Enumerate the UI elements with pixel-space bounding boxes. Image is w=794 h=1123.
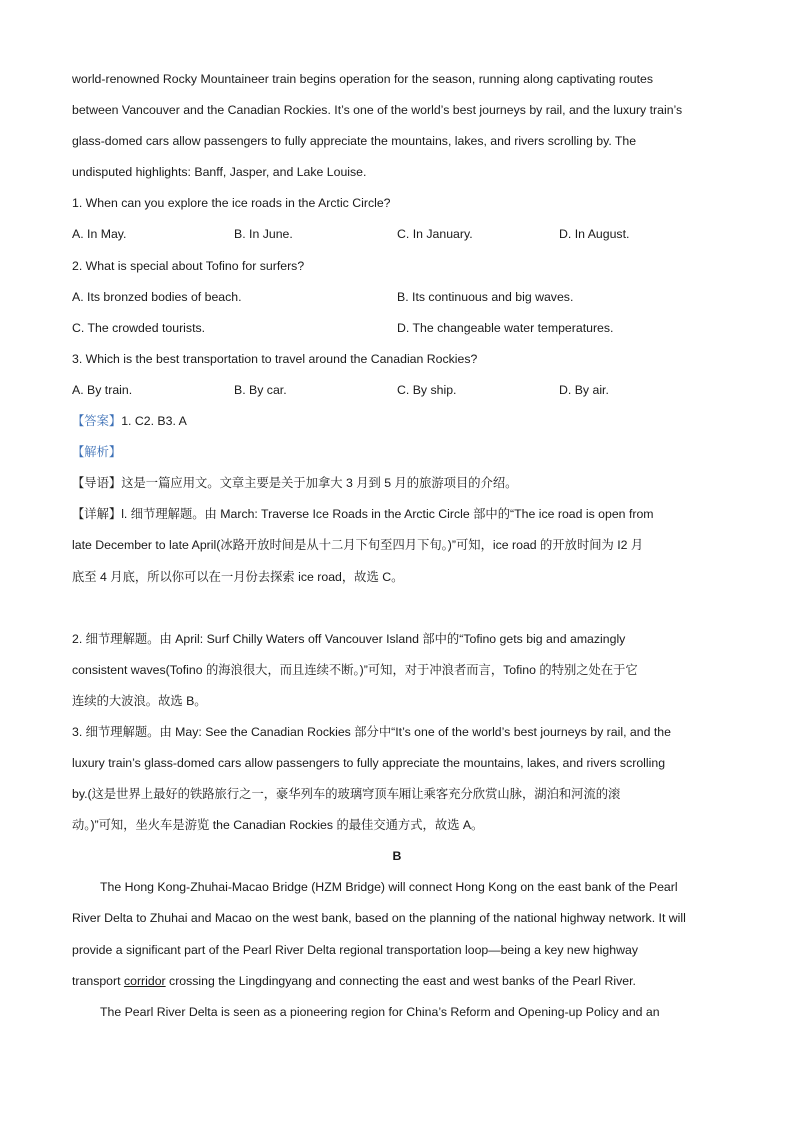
question-2 bbox=[72, 251, 722, 344]
paragraph-line bbox=[72, 966, 722, 997]
option-b: B. In June. bbox=[234, 227, 293, 242]
option-a: A. In May. bbox=[72, 227, 127, 242]
section-b-paragraph-2 bbox=[72, 997, 722, 1028]
analysis-label: 【解析】 bbox=[72, 445, 122, 460]
detail-line: 2. 细节理解题。由 April: Surf Chilly Waters off Vancouver Island 部中的“Tofino gets big and amazingly bbox=[72, 631, 626, 646]
option-a: A. By train. bbox=[72, 382, 133, 397]
section-b-paragraph-1 bbox=[72, 872, 722, 996]
question-options bbox=[72, 282, 722, 313]
detail-line: 3. 细节理解题。由 May: See the Canadian Rockies 部分中“It’s one of the world’s best journeys by rail, and the bbox=[72, 724, 671, 739]
paragraph-line: provide a significant part of the Pearl River Delta regional transportation loop—being a key new highway bbox=[72, 942, 638, 957]
detail-line: 底至 4 月底，所以你可以在一月份去探索 ice road，故选 C。 bbox=[72, 569, 404, 584]
blank-spacer bbox=[72, 593, 722, 624]
passage-line: glass-domed cars allow passengers to fully appreciate the mountains, lakes, and rivers scrolling by. The bbox=[72, 134, 637, 149]
question-stem: 2. What is special about Tofino for surfers? bbox=[72, 258, 305, 273]
question-options bbox=[72, 375, 722, 406]
option-d: D. By air. bbox=[559, 382, 609, 397]
option-b: B. By car. bbox=[234, 382, 287, 397]
guide-line bbox=[72, 468, 722, 499]
section-b-heading: B bbox=[392, 849, 402, 864]
detail-1 bbox=[72, 499, 722, 592]
option-a: A. Its bronzed bodies of beach. bbox=[72, 289, 242, 304]
passage-a-tail bbox=[72, 64, 722, 188]
question-options bbox=[72, 313, 722, 344]
paragraph-line: The Hong Kong-Zhuhai-Macao Bridge (HZM Bridge) will connect Hong Kong on the east bank of the Pearl bbox=[100, 880, 678, 895]
detail-line: luxury train’s glass-domed cars allow passengers to fully appreciate the mountains, lakes, and rivers scrolling bbox=[72, 755, 666, 770]
detail-label: 【详解】 bbox=[72, 507, 122, 522]
document-page bbox=[72, 64, 722, 1028]
option-c: C. The crowded tourists. bbox=[72, 320, 206, 335]
text-run: crossing the Lingdingyang and connecting the east and west banks of the Pearl River. bbox=[165, 973, 636, 988]
answer-label: 【答案】 bbox=[72, 414, 122, 429]
detail-line: late December to late April(冰路开放时间是从十二月下旬至四月下旬。)”可知，ice road 的开放时间为 I2 月 bbox=[72, 538, 644, 553]
option-c: C. By ship. bbox=[397, 382, 457, 397]
passage-line: world-renowned Rocky Mountaineer train begins operation for the season, running along captivating routes bbox=[72, 72, 654, 86]
answer-text: 1. C2. B3. A bbox=[121, 414, 187, 429]
question-3 bbox=[72, 344, 722, 406]
detail-line bbox=[72, 499, 722, 530]
option-d: D. In August. bbox=[559, 227, 630, 242]
detail-line: 连续的大波浪。故选 B。 bbox=[72, 693, 207, 708]
passage-line: between Vancouver and the Canadian Rockies. It’s one of the world’s best journeys by rail, and the luxury train’s bbox=[72, 103, 683, 118]
question-stem: 1. When can you explore the ice roads in the Arctic Circle? bbox=[72, 196, 391, 211]
question-1 bbox=[72, 188, 722, 250]
guide-label: 【导语】 bbox=[72, 476, 122, 491]
detail-2 bbox=[72, 624, 722, 717]
detail-line: 动。)”可知，坐火车是游览 the Canadian Rockies 的最佳交通方式，故选 A。 bbox=[72, 818, 484, 833]
detail-3 bbox=[72, 717, 722, 841]
option-d: D. The changeable water temperatures. bbox=[397, 320, 614, 335]
detail-line: consistent waves(Tofino 的海浪很大，而且连续不断。)”可知，对于冲浪者而言，Tofino 的特别之处在于它 bbox=[72, 662, 638, 677]
guide-text: 这是一篇应用文。文章主要是关于加拿大 3 月到 5 月的旅游项目的介绍。 bbox=[121, 476, 518, 491]
answer-line bbox=[72, 406, 722, 437]
detail-line: by.(这是世界上最好的铁路旅行之一，豪华列车的玻璃穹顶车厢让乘客充分欣赏山脉，湖泊和河流的滚 bbox=[72, 787, 621, 802]
option-b: B. Its continuous and big waves. bbox=[397, 289, 574, 304]
question-stem: 3. Which is the best transportation to travel around the Canadian Rockies? bbox=[72, 351, 478, 366]
paragraph-line: River Delta to Zhuhai and Macao on the west bank, based on the planning of the national highway network. It will bbox=[72, 911, 686, 926]
underlined-word: corridor bbox=[123, 973, 166, 988]
option-c: C. In January. bbox=[397, 227, 473, 242]
text-run: transport bbox=[72, 973, 124, 988]
detail-text: l. 细节理解题。由 March: Traverse Ice Roads in the Arctic Circle 部中的“The ice road is open from bbox=[121, 507, 654, 522]
paragraph-line: The Pearl River Delta is seen as a pioneering region for China’s Reform and Opening-up Policy and an bbox=[100, 1004, 660, 1019]
question-options bbox=[72, 219, 722, 250]
analysis-heading bbox=[72, 437, 722, 468]
passage-line: undisputed highlights: Banff, Jasper, and Lake Louise. bbox=[72, 165, 367, 180]
